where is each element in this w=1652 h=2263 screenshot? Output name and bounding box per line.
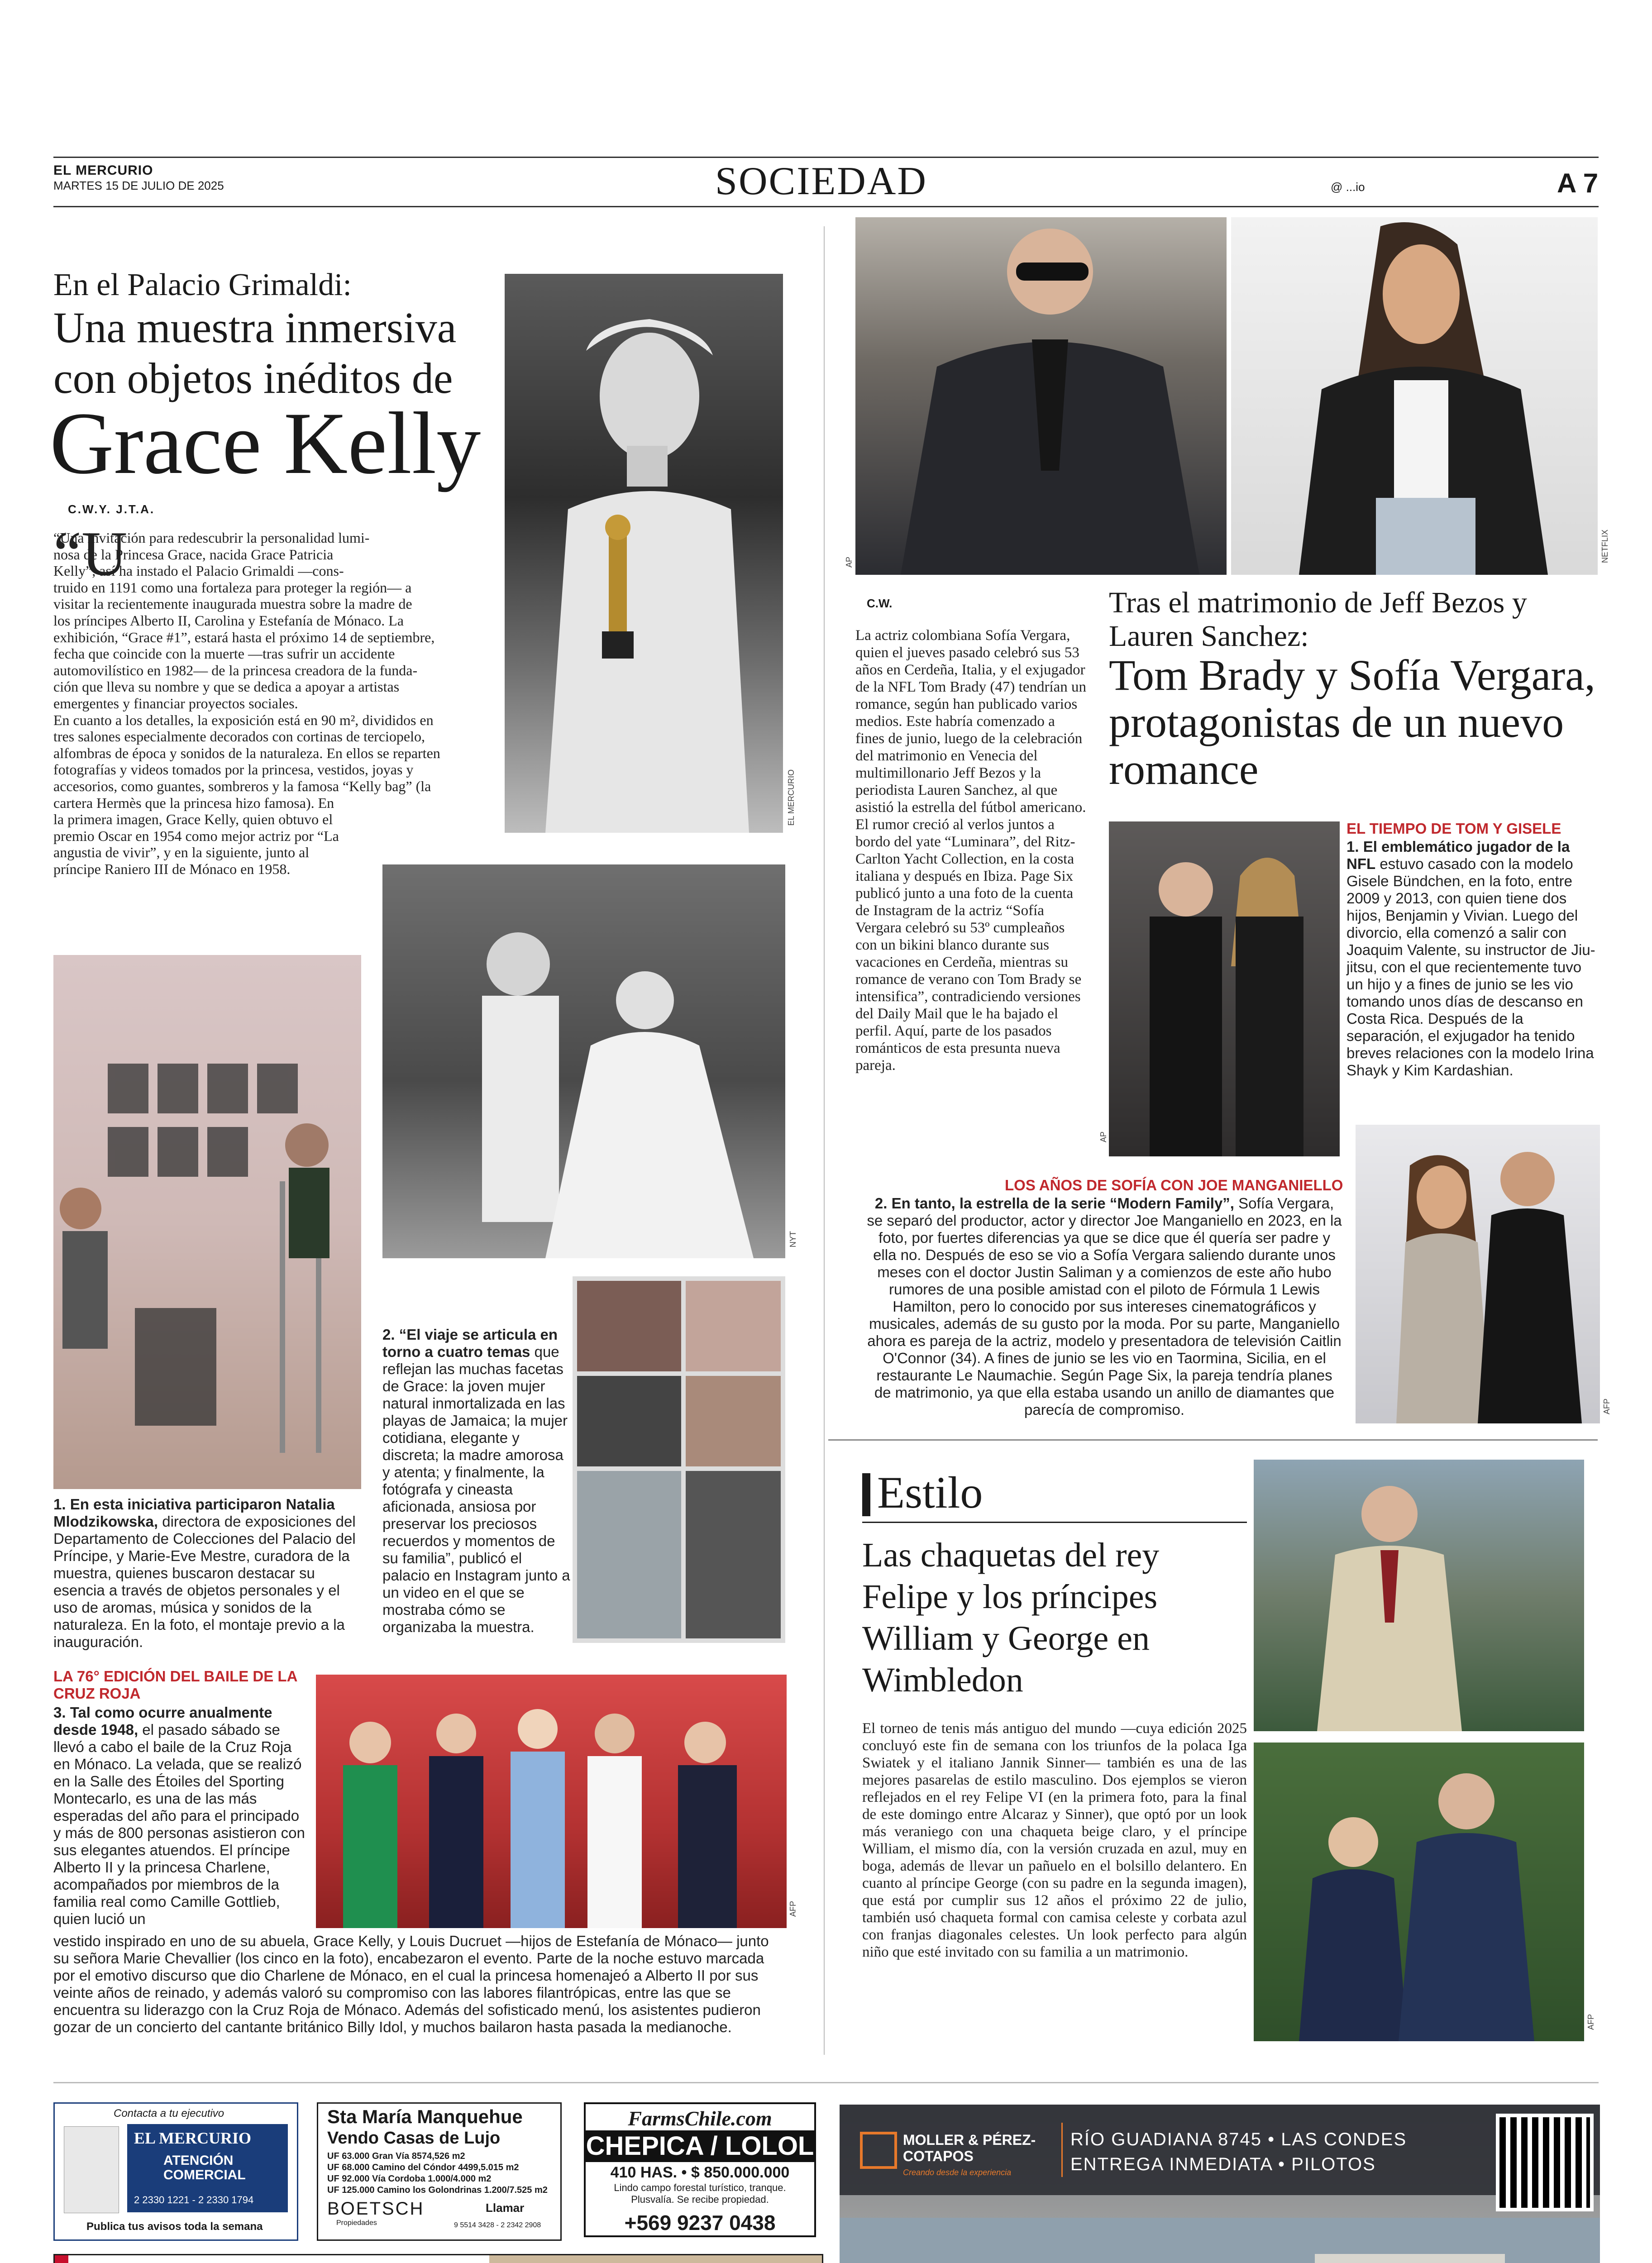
farms-desc: Lindo campo forestal turístico, tranque. Plusvalía. Se recibe propiedad. bbox=[614, 2182, 786, 2205]
grace-kicker: En el Palacio Grimaldi: bbox=[53, 267, 352, 302]
sofia-joe-figure bbox=[1356, 1125, 1600, 1423]
manquehue-subtitle: Vendo Casas de Lujo bbox=[327, 2129, 501, 2148]
estilo-credit: AFP bbox=[1586, 2014, 1595, 2030]
grace-body-line: tres salones especialmente decorados con cortinas de terciopelo, bbox=[53, 728, 425, 745]
tom-gisele-photo bbox=[1109, 821, 1340, 1156]
themes-caption-bold: 2. “El viaje se articula en torno a cuatro temas bbox=[382, 1326, 558, 1360]
sofia-vergara-photo bbox=[1231, 217, 1598, 575]
brady-headline: Tom Brady y Sofía Vergara, protagonistas de un nuevo romance bbox=[1109, 651, 1595, 793]
sofia-joe-kicker: LOS AÑOS DE SOFÍA CON JOE MANGANIELLO bbox=[1005, 1177, 1343, 1194]
mercurio-ad-footer: Publica tus avisos toda la semana bbox=[86, 2220, 263, 2233]
grace-body-line: cartera Hermès que la princesa hizo famosa). En bbox=[53, 794, 334, 811]
grace-body-line: los príncipes Alberto II, Carolina y Estefanía de Mónaco. La bbox=[53, 612, 404, 629]
grace-body-line: emergentes y financiar proyectos sociales. bbox=[53, 695, 298, 711]
sofia-vergara-figure bbox=[1231, 217, 1598, 575]
mercurio-ad-title: ATENCIÓN COMERCIAL bbox=[163, 2153, 246, 2182]
tom-gisele-caption-bold: 1. El emblemático jugador de la NFL bbox=[1346, 838, 1570, 872]
grace-body-line: nosa de la Princesa Grace, nacida Grace Patricia bbox=[53, 546, 334, 563]
tom-brady-photo bbox=[855, 217, 1227, 575]
grace-credit-3: AFP bbox=[788, 1901, 797, 1917]
themes-caption-rest: que reflejan las muchas facetas de Grace: la joven mujer natural inmortalizada en las playas de Jamaica; la mujer cotidiana, elegante y discreta; la madre amorosa y atenta; y finalmente, la fotógrafa y cineasta aficionada, ansiosa por preservar los preciosos recuerdos y momentos de su familia”, publicó el palacio en Instagram junto a un video en el que se mostraba cómo se organizaba la muestra. bbox=[382, 1343, 570, 1635]
william-george-photo bbox=[1254, 1743, 1584, 2041]
farms-place: CHEPICA / LOLOL bbox=[586, 2130, 814, 2162]
header-rule-bottom bbox=[53, 206, 1599, 207]
brady-credit-top1: AP bbox=[845, 557, 854, 568]
grace-body-line: la primera imagen, Grace Kelly, quien obtuvo el bbox=[53, 811, 333, 828]
redcross-gala-figure bbox=[316, 1675, 787, 1928]
manquehue-line-1: UF 68.000 Camino del Cóndor 4499,5.015 m2 bbox=[327, 2163, 519, 2172]
moller-status: ENTREGA INMEDIATA • PILOTOS bbox=[1070, 2154, 1376, 2174]
sofia-joe-photo bbox=[1356, 1125, 1600, 1423]
manquehue-title: Sta María Manquehue bbox=[327, 2106, 523, 2127]
grace-body-line: En cuanto a los detalles, la exposición está en 90 m², divididos en bbox=[53, 711, 434, 728]
neohaus-interior-figure bbox=[489, 2255, 822, 2263]
tom-gisele-kicker: EL TIEMPO DE TOM Y GISELE bbox=[1346, 820, 1561, 837]
manquehue-brand: BOETSCH bbox=[327, 2199, 425, 2219]
william-george-figure bbox=[1254, 1743, 1584, 2041]
manquehue-line-3: UF 125.000 Camino los Golondrinas 1.200/7.525 m2 bbox=[327, 2185, 548, 2195]
tom-gisele-figure bbox=[1109, 821, 1340, 1156]
brady-credit-bot: AFP bbox=[1602, 1399, 1611, 1415]
redcross-caption-rest: el pasado sábado se llevó a cabo el baile de la Cruz Roja en Mónaco. La velada, que se realizó en la Salle des Étoiles del Sporting Montecarlo, es una de las más esperadas del año para el principado y más de 800 personas asistieron con sus elegantes atuendos. El príncipe Alberto II y la princesa Charlene, acompañados por miembros de la familia real como Camille Gottlieb, quien lució un bbox=[53, 1721, 305, 1927]
grace-headline-1: Una muestra inmersiva bbox=[53, 303, 457, 352]
grace-body-line: ción que lleva su nombre y que se dedica a apoyar a artistas bbox=[53, 678, 400, 695]
grace-body-line: “Una invitación para redescubrir la personalidad lumi- bbox=[53, 530, 370, 546]
estilo-marker bbox=[862, 1473, 870, 1516]
grace-body-line: alfombras de época y sonidos de la naturaleza. En ellos se reparten bbox=[53, 745, 440, 761]
grace-headline-2: con objetos inéditos de bbox=[53, 354, 453, 402]
moller-ad[interactable] bbox=[840, 2105, 1600, 2263]
moller-qr-icon[interactable] bbox=[1496, 2114, 1594, 2211]
redcross-caption bbox=[53, 1704, 307, 1928]
social-handle: @ ...io bbox=[1331, 180, 1365, 194]
tom-gisele-caption-rest: estuvo casado con la modelo Gisele Bündchen, en la foto, entre 2009 y 2013, con quien tiene dos hijos, Benjamin y Vivian. Luego del divorcio, ella comenzó a salir con Joaquim Valente, su instructor de Jiu-jitsu, con el que recientemente tuvo un hijo y a fines de junio se les vio tomando unos días de descanso en Costa Rica. Después de la separación, el exjugador ha tenido breves relaciones con la modelo Irina Shayk y Kim Kardashian. bbox=[1346, 855, 1595, 1079]
grace-body-line: automovilístico en 1982— de la princesa creadora de la funda- bbox=[53, 662, 418, 678]
sofia-joe-caption-bold: 2. En tanto, la estrella de la serie “Modern Family”, bbox=[874, 1195, 1234, 1212]
mercurio-ad-phones: 2 2330 1221 - 2 2330 1794 bbox=[134, 2194, 254, 2206]
manquehue-phones: 9 5514 3428 - 2 2342 2908 bbox=[454, 2221, 541, 2229]
grace-body-line: príncipe Raniero III de Mónaco en 1958. bbox=[53, 860, 291, 877]
grace-rainier-figure bbox=[382, 864, 785, 1258]
brady-body: La actriz colombiana Sofía Vergara, quien el jueves pasado celebró sus 53 años en Cerdeña, Italia, y el exjugador de la NFL Tom Brady (47) tendrían un romance, según han publicado varios medios. Este habría comenzado a fines de junio, luego de la celebración del matrimonio en Venecia del multimillonario Jeff Bezos y la periodista Lauren Sanchez, al que asistió la estrella del fútbol americano. El rumor creció al verlos juntos a bordo del yate “Luminara”, del Ritz-Carlton Yacht Collection, en la costa italiana y después en Ibiza. Page Six publicó junto a una foto de la cuenta de Instagram de la actriz “Sofía Vergara celebró su 53º cumpleaños con un bikini blanco durante sus vacaciones en Cerdeña, mientras su romance de verano con Tom Brady se intensifica”, contradiciendo versiones del Daily Mail que le ha bajado el perfil. Aquí, parte de los pasados románticos de esta presunta nueva pareja. bbox=[855, 627, 1087, 1074]
mercurio-ad-paper-icon bbox=[64, 2126, 119, 2213]
king-felipe-figure bbox=[1254, 1460, 1584, 1731]
estilo-body: El torneo de tenis más antiguo del mundo —cuya edición 2025 concluyó este fin de semana con los triunfos de la polaca Iga Swiatek y el italiano Jannik Sinner— también es una de las mejores pasarelas de estilo masculino. Dos ejemplos se vieron reflejados en el rey Felipe VI (en la primera foto, para la final de este domingo entre Alcaraz y Sinner), que optó por un look más veraniego con una chaqueta beige claro, y el príncipe William, el mismo día, con la versión cruzada en azul, muy en boga, además de llevar un pañuelo en el bolsillo delantero. En cuanto al príncipe George (con su padre en la segunda imagen), que está por cumplir sus 12 años el próximo 22 de julio, también usó chaqueta formal con camisa celeste y corbata azul con franjas diagonales celestes. Un look perfecto para algún niño que esté invitado con su familia a un matrimonio. bbox=[862, 1720, 1247, 1960]
exhibit-caption-rest: directora de exposiciones del Departamento de Colecciones del Palacio del Príncipe, y Marie-Eve Mestre, curadora de la muestra, quienes buscaron destacar su esencia a través de objetos personales y el uso de aromas, música y sonidos de la naturaleza. En la foto, el montaje previo a la inauguración. bbox=[53, 1513, 356, 1650]
king-felipe-photo bbox=[1254, 1460, 1584, 1731]
grace-credit-1: EL MERCURIO bbox=[787, 769, 796, 826]
mercurio-ad[interactable] bbox=[53, 2102, 298, 2241]
masthead: EL MERCURIO bbox=[53, 163, 153, 178]
farms-deal: 410 HAS. • $ 850.000.000 bbox=[610, 2164, 790, 2181]
mercurio-ad-contact: Contacta a tu ejecutivo bbox=[114, 2107, 224, 2120]
exhibit-setup-photo bbox=[53, 955, 361, 1489]
farms-phone[interactable]: +569 9237 0438 bbox=[624, 2211, 776, 2234]
header-rule-top bbox=[53, 157, 1599, 158]
grace-body-line: visitar la recientemente inaugurada muestra sobre la madre de bbox=[53, 596, 412, 612]
tom-gisele-caption bbox=[1346, 838, 1600, 1079]
grace-body-line: exhibición, “Grace #1”, estará hasta el próximo 14 de septiembre, bbox=[53, 629, 435, 645]
redcross-kicker: LA 76° EDICIÓN DEL BAILE DE LA CRUZ ROJA bbox=[53, 1668, 297, 1702]
redcross-gala-photo bbox=[316, 1675, 787, 1928]
grace-headline-big: Grace Kelly bbox=[50, 394, 481, 492]
exhibit-caption bbox=[53, 1496, 366, 1651]
grace-collage-figure bbox=[573, 1276, 785, 1643]
moller-address: RÍO GUADIANA 8745 • LAS CONDES bbox=[1070, 2129, 1407, 2149]
grace-rainier-photo bbox=[382, 864, 785, 1258]
moller-header-rule bbox=[1061, 2123, 1063, 2177]
sofia-joe-caption bbox=[867, 1195, 1342, 1418]
sofia-joe-caption-rest: Sofía Vergara, se separó del productor, actor y director Joe Manganiello en 2023, en la foto, por fuertes diferencias ya que se dice que él quería ser padre y ella no. Después de eso se vio a Sofía Vergara saliendo durante unos meses con el doctor Justin Saliman y a comienzos de este año hubo rumores de una posible amistad con el piloto de Fórmula 1 Lewis Hamilton, pero lo conocido por sus intereses cinematográficos y musicales, además de su gusto por la moda. Por su parte, Manganiello ahora es pareja de la actriz, modelo y presentadora de televisión Caitlin O'Connor (34). A fines de junio se les vio en Taormina, Sicilia, en el restaurante Le Naumachie. Según Page Six, la pareja tendría planes de matrimonio, ya que ella estaba usando un anillo de diamantes que parecía de compromiso. bbox=[867, 1195, 1342, 1418]
exhibit-setup-figure bbox=[53, 955, 361, 1489]
exhibit-caption-bold: 1. En esta iniciativa participaron Natalia Mlodzikowska, bbox=[53, 1496, 335, 1530]
mercurio-ad-brand: EL MERCURIO bbox=[134, 2129, 252, 2147]
page-number: A 7 bbox=[1557, 168, 1599, 198]
redcross-caption-wide: vestido inspirado en uno de su abuela, Grace Kelly, y Louis Ducruet —hijos de Estefanía de Mónaco— junto su señora Marie Chevallier (los cinco en la foto), encabezaron el evento. Parte de la noche estuvo marcada por el emotivo discurso que dio Charlene de Mónaco, en el cual la princesa homenajeó a Alberto II por sus veinte años de reinado, y además valoró su compromiso con las labores filantrópicas, entre las que se encuentra su liderazgo con la Cruz Roja de Mónaco. Además del sofisticado menú, los asistentes pudieron gozar de un concierto del cantante británico Billy Idol, y muchos bailaron hasta pasada la medianoche. bbox=[53, 1933, 769, 2035]
grace-byline: C.W.Y. J.T.A. bbox=[68, 502, 155, 516]
neohaus-ad[interactable] bbox=[53, 2254, 823, 2263]
grace-body-line: premio Oscar en 1954 como mejor actriz por “La bbox=[53, 827, 339, 844]
manquehue-cta: Llamar bbox=[486, 2201, 525, 2215]
grace-body-line: Kelly”, así ha instado el Palacio Grimaldi —cons- bbox=[53, 563, 344, 579]
manquehue-brand-sub: Propiedades bbox=[336, 2219, 377, 2227]
grace-body-line: accesorios, como guantes, sombreros y la famosa “Kelly bag” (la bbox=[53, 778, 431, 794]
grace-body-line: fecha que coincide con la muerte —tras sufrir un accidente bbox=[53, 645, 395, 662]
tom-brady-figure bbox=[855, 217, 1227, 575]
neohaus-red-band bbox=[55, 2255, 68, 2263]
grace-credit-2: NYT bbox=[788, 1231, 797, 1247]
grace-body-line: angustia de vivir”, y en la siguiente, junto al bbox=[53, 844, 310, 861]
issue-date: MARTES 15 DE JULIO DE 2025 bbox=[53, 179, 224, 192]
grace-oscar-photo bbox=[505, 274, 783, 833]
farms-title: FarmsChile.com bbox=[628, 2107, 772, 2130]
estilo-section: Estilo bbox=[877, 1467, 983, 1518]
grace-oscar-figure bbox=[505, 274, 783, 833]
moller-interior-figure bbox=[840, 2218, 1600, 2263]
brady-credit-mid: AP bbox=[1099, 1132, 1108, 1143]
redcross-caption-bold: 3. Tal como ocurre anualmente desde 1948, bbox=[53, 1704, 272, 1738]
grace-body-drop: “U bbox=[53, 519, 128, 589]
ads-divider bbox=[53, 2082, 1599, 2083]
brady-byline: C.W. bbox=[867, 597, 893, 610]
estilo-headline: Las chaquetas del rey Felipe y los príncipes William y George en Wimbledon bbox=[862, 1536, 1160, 1699]
brady-credit-top2: NETFLIX bbox=[1600, 530, 1609, 563]
column-divider bbox=[824, 226, 825, 2055]
grace-collage-photo bbox=[573, 1276, 785, 1643]
farms-ad[interactable] bbox=[584, 2102, 816, 2237]
moller-logo-icon bbox=[860, 2132, 897, 2169]
brady-kicker: Tras el matrimonio de Jeff Bezos y Lauren Sanchez: bbox=[1109, 586, 1527, 653]
themes-caption bbox=[382, 1326, 573, 1636]
manquehue-line-2: UF 92.000 Vía Cordoba 1.000/4.000 m2 bbox=[327, 2174, 492, 2184]
grace-body-lines bbox=[53, 519, 497, 877]
estilo-rule bbox=[862, 1522, 1247, 1523]
grace-body-line: truido en 1191 como una fortaleza para proteger la región— a bbox=[53, 579, 412, 596]
brady-estilo-divider bbox=[828, 1439, 1598, 1441]
moller-brand: MOLLER & PÉREZ-COTAPOS bbox=[903, 2132, 1036, 2164]
section-title: SOCIEDAD bbox=[715, 159, 927, 203]
moller-tagline: Creando desde la experiencia bbox=[903, 2168, 1012, 2177]
manquehue-ad[interactable] bbox=[317, 2102, 562, 2241]
manquehue-line-0: UF 63.000 Gran Vía 8574,526 m2 bbox=[327, 2151, 465, 2161]
grace-body-line: fotografías y videos tomados por la princesa, vestidos, joyas y bbox=[53, 761, 414, 778]
